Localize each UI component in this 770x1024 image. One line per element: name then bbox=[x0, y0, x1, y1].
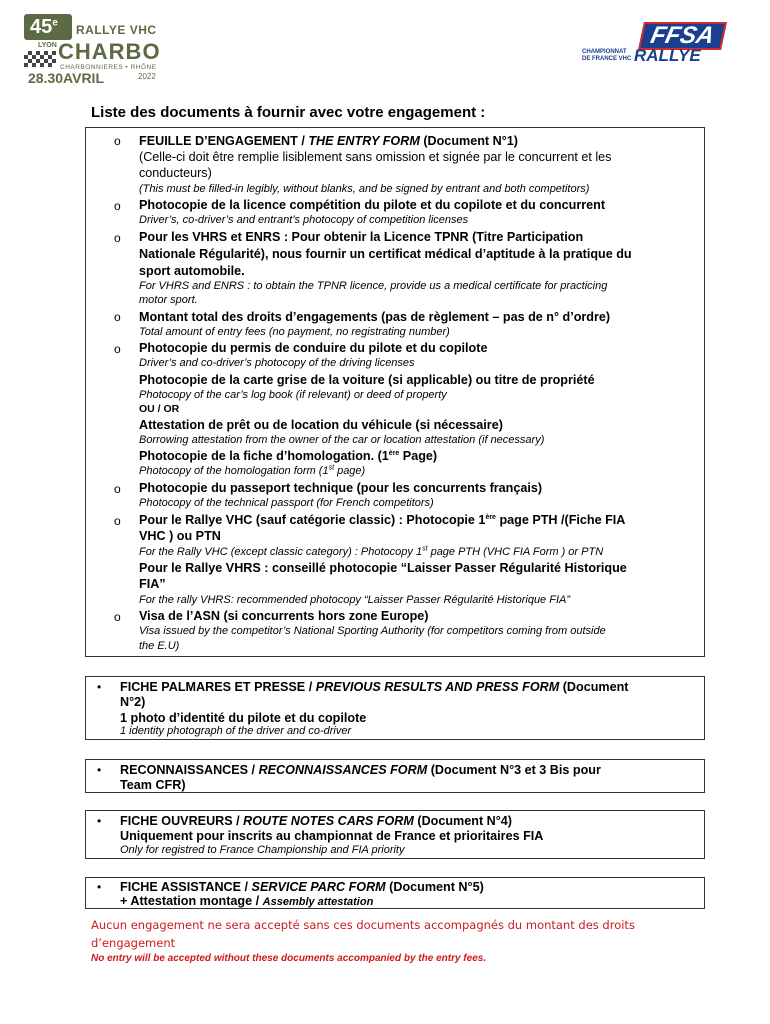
bullet-icon: • bbox=[97, 680, 102, 694]
bullet-icon: • bbox=[97, 880, 102, 894]
bullet-icon: • bbox=[97, 814, 102, 828]
logo-badge: 45e bbox=[24, 14, 72, 40]
bullet-icon: o bbox=[114, 231, 121, 245]
logo-subtitle: CHARBONNIERES • RHÔNE bbox=[60, 64, 157, 71]
logo-name: CHARBO bbox=[58, 39, 161, 64]
bullet-icon: o bbox=[114, 342, 121, 356]
documents-list-box: o FEUILLE D’ENGAGEMENT / THE ENTRY FORM (Document N°1) (Celle-ci doit être remplie lisiblement sans omission et signée par le concurrent et les conducteurs) (This must be filled-in legibly, without blanks, and be signed by entrant and both competitors) o Photocopie de la licence compétition du pilote et du copilote et du concurrent Driver’s, co-driver’s and entrant’s photocopy of competition licenses o Pour les VHRS et ENRS : Pour obtenir la Licence TPNR (Titre Participation Nationale Régularité), nous fournir un certificat médical d’aptitude à la pratique du sport automobile. For VHRS and ENRS : to obtain the TPNR licence, provide us a medical certificate for practicing motor sport. o Montant total des droits d’engagements (pas de règlement – pas de n° d’ordre) Total amount of entry fees (no payment, no registrating number) o Photocopie du permis de conduire du pilote et du copilote Driver’s and co-driver’s photocopy of the driving licenses Photocopie de la carte grise de la voiture (si applicable) ou titre de propriété Photocopy of the car’s log book (if relevant) or deed of property OU / OR Attestation de prêt ou de location du véhicule (si nécessaire) Borrowing attestation from the owner of the car or location attestation (if necessary) Photocopie de la fiche d’homologation. (1ère Page) Photocopy of the homologation form (1st page) o Photocopie du passeport technique (pour les concurrents français) Photocopy of the technical passport (for French competitors) o Pour le Rallye VHC (sauf catégorie classic) : Photocopie 1ère page PTH /(Fiche FIA VHC ) ou PTN For the Rally VHC (except classic category) : Photocopy 1st page PTH (VHC FIA Form ) or PTN Pour le Rallye VHRS : conseillé photocopie “Laisser Passer Régularité Historique FIA” For the rally VHRS: recommended photocopy “Laisser Passer Régularité Historique FIA” o Visa de l’ASN (si concurrents hors zone Europe) Visa issued by the competitor’s National Sporting Authority (for competitors coming from outside the E.U) bbox=[85, 127, 705, 657]
logo-city: LYON bbox=[38, 42, 57, 49]
bullet-icon: o bbox=[114, 310, 121, 324]
warning-note-en: No entry will be accepted without these documents accompanied by the entry fees. bbox=[91, 953, 487, 964]
bullet-icon: o bbox=[114, 514, 121, 528]
ffsa-brand: FFSA bbox=[638, 22, 727, 50]
logo-rallye-vhc: RALLYE VHC bbox=[76, 23, 157, 37]
page-title: Liste des documents à fournir avec votre engagement : bbox=[91, 104, 486, 121]
bullet-icon: o bbox=[114, 199, 121, 213]
warning-note-fr-line2: d’engagement bbox=[91, 936, 176, 950]
assistance-box: • FICHE ASSISTANCE / SERVICE PARC FORM (Document N°5) + Attestation montage / Assembly attestation bbox=[85, 877, 705, 909]
warning-note-fr-line1: Aucun engagement ne sera accepté sans ces documents accompagnés du montant des droits bbox=[91, 918, 635, 932]
rallye-charbo-logo bbox=[20, 14, 170, 84]
palmares-box: • FICHE PALMARES ET PRESSE / PREVIOUS RESULTS AND PRESS FORM (Document N°2) 1 photo d’identité du pilote et du copilote 1 identity photograph of the driver and co-driver bbox=[85, 676, 705, 740]
reconnaissances-box: • RECONNAISSANCES / RECONNAISSANCES FORM (Document N°3 et 3 Bis pour Team CFR) bbox=[85, 759, 705, 793]
bullet-icon: o bbox=[114, 610, 121, 624]
bullet-icon: o bbox=[114, 482, 121, 496]
ouvreurs-box: • FICHE OUVREURS / ROUTE NOTES CARS FORM (Document N°4) Uniquement pour inscrits au championnat de France et prioritaires FIA Only for registred to France Championship and FIA priority bbox=[85, 810, 705, 859]
checkered-flag-icon bbox=[24, 51, 56, 67]
ffsa-logo bbox=[582, 22, 724, 68]
logo-year: 2022 bbox=[138, 72, 156, 81]
bullet-icon: o bbox=[114, 134, 121, 148]
championship-text: CHAMPIONNAT DE FRANCE VHC bbox=[582, 49, 632, 62]
bullet-icon: • bbox=[97, 763, 102, 777]
ffsa-rallye: RALLYE bbox=[634, 46, 701, 65]
logo-dates: 28.30AVRIL bbox=[28, 70, 104, 86]
